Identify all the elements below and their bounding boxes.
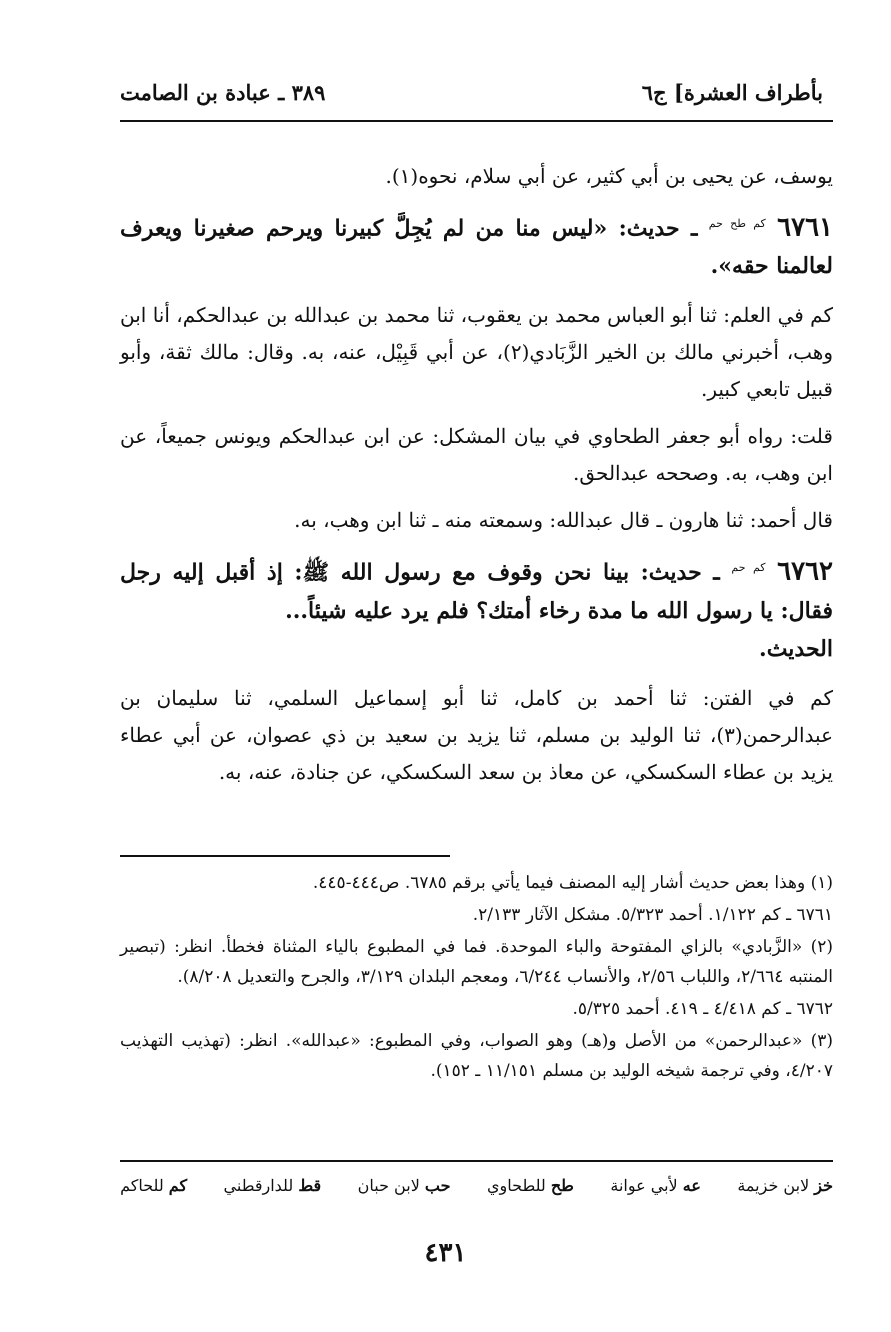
abbr-item: حب لابن حبان	[357, 1176, 451, 1195]
hadith-number: ٦٧٦١	[777, 212, 833, 243]
header-book-title: بأطراف العشرة] ج٦	[641, 79, 823, 105]
main-text	[120, 158, 833, 801]
source-marks: كم حم	[731, 561, 766, 575]
abbr-item: طح للطحاوي	[486, 1176, 574, 1195]
hadith-6762	[120, 549, 833, 667]
abbr-item: كم للحاكم	[120, 1176, 188, 1195]
paragraph-qultu: قلت: رواه أبو جعفر الطحاوي في بيان المشكل: عن ابن عبدالحكم ويونس جميعاً، عن ابن وهب، به. وصححه عبدالحق.	[120, 424, 833, 486]
footnote-ref-6761: ٦٧٦١ ـ كم ١/١٢٢. أحمد ٥/٣٢٣. مشكل الآثار ٢/١٣٣.	[472, 905, 833, 925]
paragraph-ahmad: قال أحمد: ثنا هارون ـ قال عبدالله: وسمعته منه ـ ثنا ابن وهب، به.	[294, 508, 833, 533]
footnotes	[120, 868, 833, 1088]
page-number: ٤٣١	[424, 1238, 467, 1268]
hadith-text: ـ حديث: بينا نحن وقوف مع رسول الله ﷺ: إذ أقبل إليه رجل فقال: يا رسول الله ما مدة رخاء أمتك؟ فلم يرد عليه شيئاً...	[120, 559, 833, 624]
footnote-1: (١) وهذا بعض حديث أشار إليه المصنف فيما يأتي برقم ٦٧٨٥. ص٤٤٤-٤٤٥.	[312, 873, 833, 893]
bottom-rule	[120, 1160, 833, 1162]
hadith-tail: الحديث.	[759, 635, 833, 662]
abbreviation-key	[120, 1176, 833, 1195]
footnote-2: (٢) «الزَّبادي» بالزاي المفتوحة والباء الموحدة. فما في المطبوع بالياء المثناة فخطأ. انظر: (تبصير المنتبه ٢/٦٦٤، واللباب ٢/٥٦، والأنساب ٦/٢٤٤، ومعجم البلدان ٣/١٢٩، والجرح والتعديل ٨/٢٠٨).	[120, 937, 833, 987]
paragraph-takhrij-2: كم في الفتن: ثنا أحمد بن كامل، ثنا أبو إسماعيل السلمي، ثنا سليمان بن عبدالرحمن(٣)، ثنا الوليد بن مسلم، ثنا يزيد بن سعيد بن ذي عصوان، عن أبي عطاء يزيد بن عطاء السكسكي، عن معاذ بن سعد السكسكي، عن جنادة، عنه، به.	[120, 685, 833, 784]
abbr-item: قط للدارقطني	[223, 1176, 322, 1195]
hadith-text: ـ حديث: «ليس منا من لم يُجِلَّ كبيرنا ويرحم صغيرنا ويعرف لعالمنا حقه».	[120, 215, 833, 280]
abbr-item: خز لابن خزيمة	[737, 1176, 833, 1195]
header-chapter-title: ٣٨٩ ـ عبادة بن الصامت	[120, 79, 326, 105]
footnote-ref-6762: ٦٧٦٢ ـ كم ٤/٤١٨ ـ ٤١٩. أحمد ٥/٣٢٥.	[572, 999, 833, 1019]
running-header	[120, 72, 823, 112]
source-marks: كم طح حم	[708, 217, 766, 230]
footnote-3: (٣) «عبدالرحمن» من الأصل و(هـ) وهو الصواب، وفي المطبوع: «عبدالله». انظر: (تهذيب التهذيب ٤/٢٠٧، وفي ترجمة شيخه الوليد بن مسلم ١١/١٥١ ـ ١٥٢).	[120, 1031, 833, 1081]
footnote-rule	[120, 855, 450, 857]
abbr-item: عه لأبي عوانة	[610, 1176, 701, 1195]
paragraph-takhrij-1: كم في العلم: ثنا أبو العباس محمد بن يعقوب، ثنا محمد بن عبدالله بن عبدالحكم، أنا ابن وهب، أخبرني مالك بن الخير الزَّبَادي(٢)، عن أبي قَبِيْل، عنه، به. وقال: مالك ثقة، وأبو قبيل تابعي كبير.	[120, 303, 834, 402]
paragraph-continuation: يوسف، عن يحيى بن أبي كثير، عن أبي سلام، نحوه(١).	[385, 164, 833, 188]
header-rule	[120, 120, 833, 122]
hadith-number: ٦٧٦٢	[777, 556, 833, 587]
hadith-6761	[120, 205, 833, 285]
